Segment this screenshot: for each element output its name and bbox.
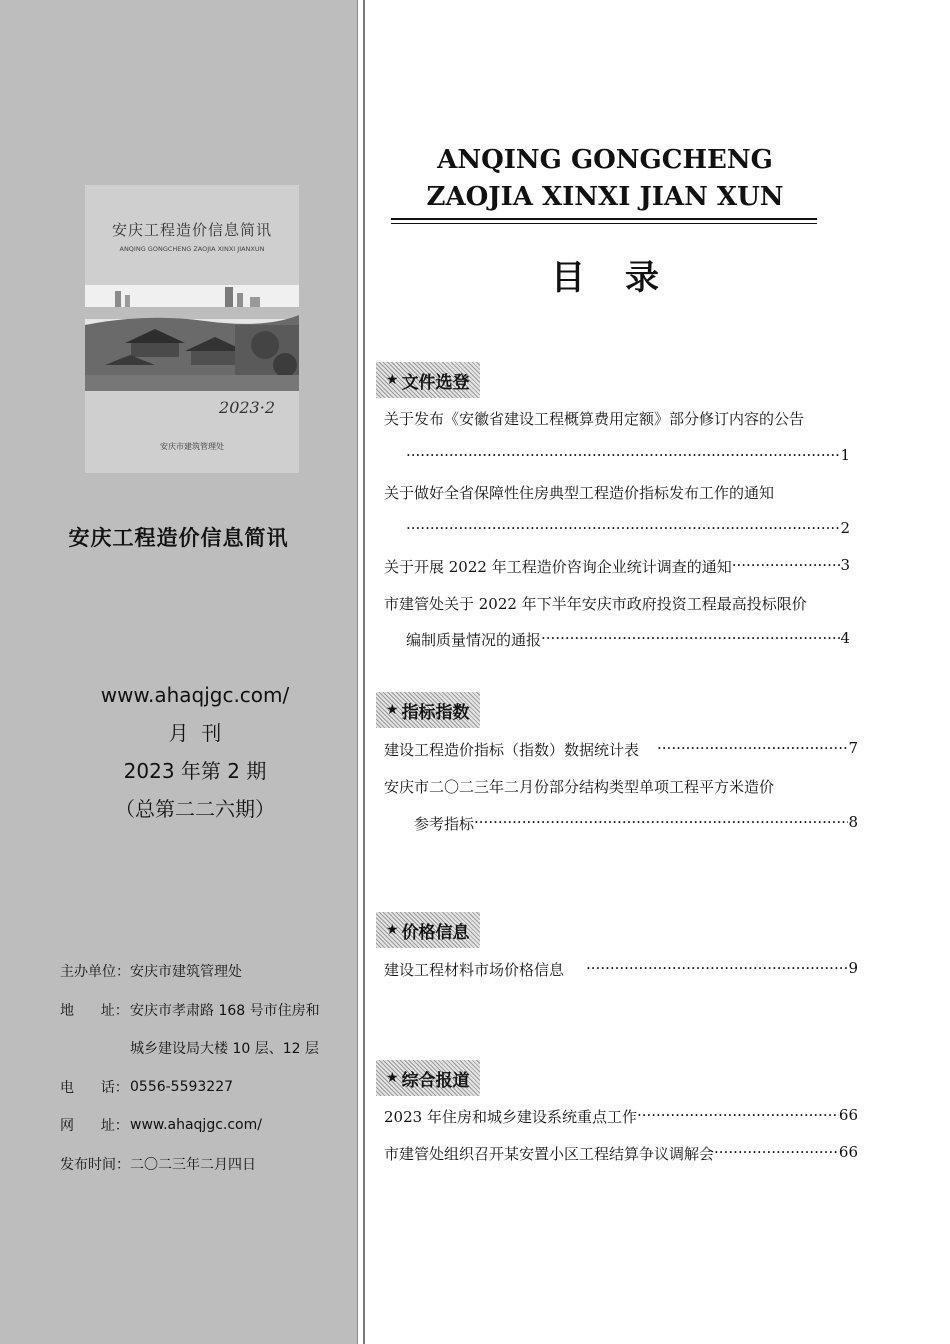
toc-leader-dots	[657, 739, 848, 760]
section-label: 价格信息	[401, 922, 470, 943]
section-badge-news	[376, 1060, 480, 1096]
section-label: 文件选登	[401, 372, 470, 393]
date-value: 二〇二三年二月四日	[130, 1156, 256, 1173]
magazine-title: 安庆工程造价信息简讯	[68, 526, 289, 550]
cover-publisher: 安庆市建筑管理处	[160, 442, 224, 451]
star-icon: ★	[386, 922, 399, 938]
toc-entry[interactable]	[384, 959, 858, 980]
phone-value: 0556-5593227	[130, 1078, 234, 1095]
toc-entry[interactable]	[384, 593, 858, 614]
toc-leader-dots	[406, 446, 840, 464]
web-label: 网 址：	[60, 1118, 129, 1135]
toc-entry-text: 市建管处关于 2022 年下半年安庆市政府投资工程最高投标限价	[384, 595, 807, 613]
cover-title: 安庆工程造价信息简讯	[111, 221, 272, 239]
toc-entry-text: 关于开展 2022 年工程造价咨询企业统计调查的通知	[384, 558, 732, 576]
toc-entry-text: 关于做好全省保障性住房典型工程造价指标发布工作的通知	[384, 484, 775, 502]
toc-leader-dots	[637, 1106, 839, 1127]
english-header-line-2: ZAOJIA XINXI JIAN XUN	[426, 182, 784, 212]
frequency: 月 刊	[168, 721, 222, 745]
toc-page-number: 66	[838, 1106, 858, 1124]
toc-leader-dots	[714, 1143, 839, 1164]
toc-leader-dots	[586, 959, 848, 980]
english-header-line-1: ANQING GONGCHENG	[437, 145, 773, 175]
issue-line: 2023 年第 2 期	[123, 759, 267, 783]
star-icon: ★	[386, 702, 399, 718]
toc-page-number: 3	[840, 556, 850, 574]
toc-entry[interactable]	[384, 1143, 858, 1164]
star-icon: ★	[386, 372, 399, 388]
total-issue: （总第二二六期）	[115, 797, 275, 821]
toc-entry[interactable]	[406, 629, 850, 650]
cover-city-photo	[85, 285, 299, 391]
toc-leader-dots	[732, 556, 841, 577]
toc-entry[interactable]	[406, 446, 850, 464]
header-rule-thin	[391, 223, 817, 224]
section-label: 指标指数	[401, 702, 470, 723]
toc-entry[interactable]	[384, 739, 858, 760]
toc-entry[interactable]	[414, 813, 858, 834]
toc-entry-text: 编制质量情况的通报	[406, 631, 542, 649]
section-badge-prices	[376, 912, 480, 948]
toc-entry-text: 建设工程造价指标（指数）数据统计表	[384, 741, 640, 759]
column-divider	[363, 0, 365, 1344]
toc-page-number: 2	[840, 519, 850, 537]
address-value-2: 城乡建设局大楼 10 层、12 层	[130, 1041, 319, 1058]
toc-page-number: 66	[838, 1143, 858, 1161]
english-header	[390, 142, 820, 216]
cover-issue-number: 2023·2	[219, 398, 275, 417]
date-row	[60, 1145, 320, 1184]
toc-page-number: 1	[840, 446, 850, 464]
website-link[interactable]: www.ahaqjgc.com/	[100, 683, 290, 707]
web-row	[60, 1106, 320, 1145]
issue-info	[0, 676, 390, 828]
date-label: 发布时间：	[60, 1156, 130, 1173]
cover-subtitle: ANQING GONGCHENG ZAOJIA XINXI JIANXUN	[119, 245, 265, 253]
phone-label: 电 话：	[60, 1079, 129, 1096]
toc-entry-text: 市建管处组织召开某安置小区工程结算争议调解会	[384, 1145, 715, 1163]
address-value-1: 安庆市孝肃路 168 号市住房和	[130, 1002, 320, 1019]
toc-entry-text: 关于发布《安徽省建设工程概算费用定额》部分修订内容的公告	[384, 410, 805, 428]
toc-page-number: 7	[848, 739, 858, 757]
sponsor-value: 安庆市建筑管理处	[130, 964, 242, 981]
toc-page-number: 4	[840, 629, 850, 647]
cover-thumbnail[interactable]	[85, 185, 299, 473]
toc-leader-dots	[474, 813, 848, 834]
toc-entry[interactable]	[384, 482, 858, 503]
section-label: 综合报道	[401, 1070, 470, 1091]
section-badge-indicators	[376, 692, 480, 728]
section-badge-documents	[376, 362, 480, 398]
toc-entry[interactable]	[384, 776, 858, 797]
toc-entry-text: 参考指标	[414, 815, 475, 833]
toc-leader-dots	[406, 519, 840, 537]
star-icon: ★	[386, 1070, 399, 1086]
toc-entry[interactable]	[384, 408, 858, 429]
phone-row	[60, 1068, 320, 1107]
toc-leader-dots	[541, 629, 840, 650]
toc-entry-text: 安庆市二〇二三年二月份部分结构类型单项工程平方米造价	[384, 778, 775, 796]
toc-entry-text: 建设工程材料市场价格信息	[384, 961, 565, 979]
header-rule-thick	[391, 218, 817, 220]
toc-entry[interactable]	[384, 1106, 858, 1127]
toc-page-number: 9	[848, 959, 858, 977]
city-photo-illustration	[85, 285, 299, 391]
toc-title: 目录	[551, 258, 699, 298]
address-row-2	[60, 1029, 320, 1068]
toc-entry[interactable]	[406, 519, 850, 537]
address-row	[60, 991, 320, 1030]
address-label: 地 址：	[60, 1002, 129, 1019]
toc-entry[interactable]	[384, 556, 850, 577]
toc-page-number: 8	[848, 813, 858, 831]
publication-info	[60, 952, 320, 1183]
sponsor-row	[60, 952, 320, 991]
toc-entry-text: 2023 年住房和城乡建设系统重点工作	[384, 1108, 637, 1126]
sponsor-label: 主办单位：	[60, 964, 130, 981]
web-value[interactable]: www.ahaqjgc.com/	[130, 1117, 262, 1134]
